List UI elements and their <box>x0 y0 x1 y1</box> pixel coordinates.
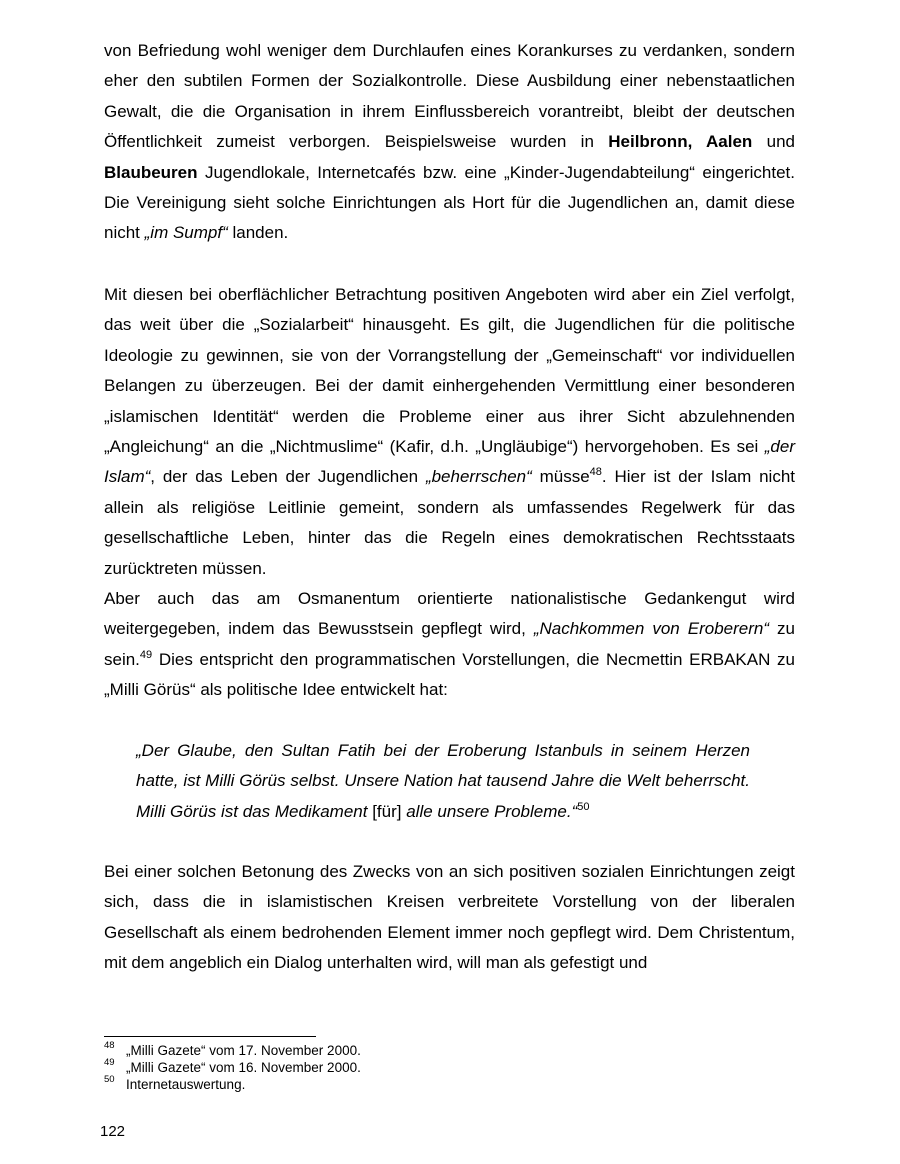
paragraph-3 <box>104 857 795 979</box>
paragraph-befriedung <box>104 36 795 249</box>
page-number: 122 <box>100 1123 126 1140</box>
footnote-reference: 48 <box>589 466 602 479</box>
paragraph-1 <box>104 36 795 249</box>
text-run: , der das Leben der Jugendlichen <box>150 467 426 487</box>
text-run: Dies entspricht den programmatischen Vorstellungen, die Necmettin ERBAKAN zu „Milli Görüs“ als politische Idee entwickelt hat: <box>104 649 795 700</box>
text-run: Aber auch das am Osmanentum orientierte nationalistische Gedankengut wird weitergegeben, indem das Bewusstsein gepflegt wird, <box>104 589 795 639</box>
footnote-49 <box>104 1059 704 1076</box>
footnote-number: 48 <box>104 1040 115 1051</box>
footnote-number: 50 <box>104 1074 115 1085</box>
text-run: landen. <box>227 223 289 243</box>
bold-run: Blaubeuren <box>104 162 198 182</box>
text-run: Bei einer solchen Betonung des Zwecks von an sich positiven sozialen Einrichtungen zeigt sich, dass die in islamistischen Kreisen verbreitete Vorstellung von der liberalen Gesellschaft als einem bedrohenden Element immer noch gepflegt wird. Dem Christentum, mit dem angeblich ein Dialog unterhalten wird, will man als gefestigt und <box>104 862 795 973</box>
italic-run: „im Sumpf“ <box>144 223 228 243</box>
italic-run: „der Islam“ <box>104 437 795 487</box>
footnote-text: „Milli Gazete“ vom 17. November 2000. <box>126 1043 361 1058</box>
text-run: Jugendlokale, Internetcafés bzw. eine „Kinder-Jugendabteilung“ eingerichtet. Die Vereinigung sieht solche Einrichtungen als Hort für die Jugendlichen an, damit diese nicht <box>104 162 795 243</box>
footnotes <box>104 1042 704 1093</box>
italic-run: „Nachkommen von Eroberern“ <box>533 619 770 639</box>
text-run: und <box>752 132 795 152</box>
footnote-reference: 49 <box>139 648 153 661</box>
footnote-50 <box>104 1076 704 1093</box>
text-run: zu sein. <box>104 619 795 669</box>
footnote-text: Internetauswertung. <box>126 1077 246 1092</box>
paragraph-angebote <box>104 280 795 706</box>
footnote-divider <box>104 1036 316 1037</box>
text-run: . Hier ist der Islam nicht allein als religiöse Leitlinie gemeint, sondern als umfassendes Regelwerk für das gesellschaftliche Leben, hinter das die Regeln eines demokratischen Rechtsstaats zurücktreten müssen. <box>104 467 795 578</box>
block-quote <box>136 736 750 827</box>
italic-run: „Der Glaube, den Sultan Fatih bei der Eroberung Istanbuls in seinem Herzen hatte, ist Milli Görüs selbst. Unsere Nation hat tausend Jahre die Welt beherrscht. Milli Görüs ist das Medikament <box>136 741 750 821</box>
footnote-text: „Milli Gazete“ vom 16. November 2000. <box>126 1060 361 1075</box>
paragraph-betonung <box>104 857 795 979</box>
italic-run: alle unsere Probleme.“ <box>401 801 578 821</box>
bold-run: Heilbronn, Aalen <box>608 132 753 152</box>
text-run: müsse <box>531 467 590 487</box>
text-run: [für] <box>372 801 402 821</box>
italic-run: „beherrschen“ <box>425 467 532 487</box>
paragraph-2 <box>104 280 795 584</box>
footnote-number: 49 <box>104 1057 115 1068</box>
text-run: Mit diesen bei oberflächlicher Betrachtung positiven Angeboten wird aber ein Ziel verfolgt, das weit über die „Sozialarbeit“ hinausgeht. Es gilt, die Jugendlichen für die politische Ideologie zu gewinnen, sie von der Vorrangstellung der „Gemeinschaft“ vor individuellen Belangen zu überzeugen. Bei der damit einhergehenden Vermittlung einer besonderen „islamischen Identität“ werden die Probleme einer aus ihrer Sicht abzulehnenden „Angleichung“ an die „Nichtmuslime“ (Kafir, d.h. „Ungläubige“) hervorgehoben. Es sei <box>104 285 795 457</box>
footnote-reference: 50 <box>577 800 590 813</box>
footnote-48 <box>104 1042 704 1059</box>
paragraph-2b <box>104 584 795 706</box>
text-run: von Befriedung wohl weniger dem Durchlaufen eines Korankurses zu verdanken, sondern eher den subtilen Formen der Sozialkontrolle. Diese Ausbildung einer nebenstaatlichen Gewalt, die die Organisation in ihrem Einflussbereich vorantreibt, bleibt der deutschen Öffentlichkeit zumeist verborgen. Beispielsweise wurden in <box>104 41 795 152</box>
